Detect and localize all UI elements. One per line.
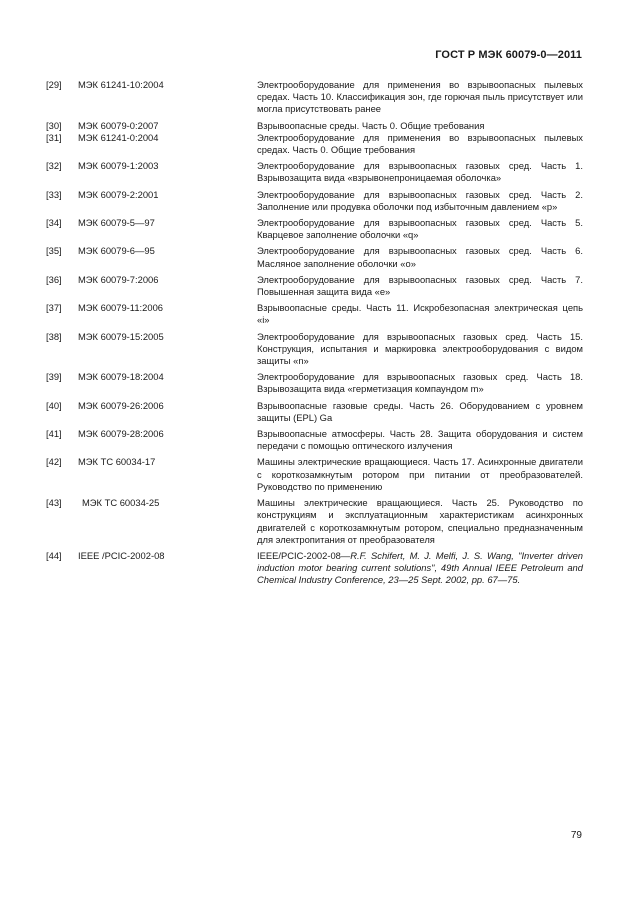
- reference-item: [46, 428, 586, 452]
- reference-title: Электрооборудование для применения во взрывоопасных пылевых средах. Часть 10. Классификация зон, где горючая пыль присутствует или могла присутствовать ранее: [257, 79, 583, 115]
- reference-title: Машины электрические вращающиеся. Часть 25. Руководство по конструкциям и эксплуатационным характеристикам асинхронных двигателей с короткозамкнутым ротором, специально предназначенным для электропитания от преобразователя: [257, 497, 583, 545]
- reference-title: Электрооборудование для взрывоопасных газовых сред. Часть 6. Масляное заполнение оболочки «о»: [257, 245, 583, 269]
- reference-title: Электрооборудование для взрывоопасных газовых сред. Часть 7. Повышенная защита вида «е»: [257, 273, 583, 298]
- standard-header: ГОСТ Р МЭК 60079-0—2011: [435, 49, 582, 61]
- reference-code: МЭК 60079-2:2001: [78, 188, 159, 200]
- reference-code: МЭК 60079-6—95: [78, 245, 155, 257]
- reference-item: [46, 274, 586, 298]
- reference-title: Электрооборудование для взрывоопасных газовых сред. Часть 18. Взрывозащита вида «герметизация компаундом m»: [257, 371, 583, 395]
- reference-number: [29]: [46, 79, 62, 90]
- bibliography-list: [46, 79, 586, 591]
- reference-title-italic: R.F. Schifert, M. J. Melfi, J. S. Wang, "Inverter driven induction motor bearing current solutions", 49th Annual IEEE Petroleum and Chemical Industry Conference, 23—25 Sept. 2002, pp. 67—75.: [257, 549, 583, 586]
- reference-code: МЭК 61241-0:2004: [78, 131, 159, 143]
- page-number: 79: [570, 830, 582, 841]
- reference-code: МЭК ТС 60034-25: [82, 497, 160, 509]
- reference-item: [46, 79, 586, 116]
- reference-number: [34]: [46, 217, 62, 229]
- reference-item: [46, 160, 586, 184]
- reference-code: МЭК ТС 60034-17: [78, 456, 156, 468]
- reference-number: [35]: [46, 245, 62, 257]
- reference-title: Машины электрические вращающиеся. Часть 17. Асинхронные двигатели с короткозамкнутым ротором при питании от преобразователей. Руководство по применению: [257, 456, 583, 492]
- reference-number: [44]: [46, 549, 62, 561]
- reference-item: [46, 189, 586, 213]
- reference-title: Взрывоопасные среды. Часть 0. Общие требования: [257, 119, 485, 131]
- reference-code: IEEE /PCIC-2002-08: [78, 549, 165, 561]
- reference-title: Взрывоопасные газовые среды. Часть 26. Оборудованием с уровнем защиты (EPL) Ga: [257, 399, 583, 423]
- reference-item: [46, 217, 586, 241]
- reference-item: [46, 302, 586, 326]
- reference-number: [39]: [46, 371, 62, 383]
- reference-code: МЭК 61241-10:2004: [78, 79, 164, 90]
- reference-code: МЭК 60079-28:2006: [78, 428, 164, 440]
- reference-item: [46, 132, 586, 156]
- reference-number: [31]: [46, 131, 62, 143]
- reference-code: МЭК 60079-7:2006: [78, 273, 159, 285]
- reference-item: [46, 371, 586, 395]
- reference-item: [46, 456, 586, 493]
- reference-number: [43]: [46, 497, 62, 509]
- reference-item: [46, 400, 586, 424]
- reference-title: Электрооборудование для взрывоопасных газовых сред. Часть 5. Кварцевое заполнение оболочки «q»: [257, 217, 583, 241]
- reference-title: Электрооборудование для взрывоопасных газовых сред. Часть 2. Заполнение или продувка оболочки под избыточным давлением «р»: [257, 188, 583, 212]
- reference-title: [257, 550, 583, 587]
- reference-item: [46, 550, 586, 587]
- reference-number: [30]: [46, 119, 62, 131]
- reference-number: [38]: [46, 330, 62, 342]
- reference-code: МЭК 60079-26:2006: [78, 399, 164, 411]
- reference-number: [36]: [46, 273, 62, 285]
- reference-code: МЭК 60079-0:2007: [78, 119, 159, 131]
- reference-number: [32]: [46, 160, 62, 172]
- reference-number: [42]: [46, 456, 62, 468]
- reference-item: [46, 245, 586, 269]
- reference-item: [46, 331, 586, 368]
- reference-number: [33]: [46, 188, 62, 200]
- reference-item: [46, 497, 586, 546]
- reference-code: МЭК 60079-15:2005: [78, 330, 164, 342]
- reference-item: [46, 120, 586, 132]
- reference-number: [37]: [46, 302, 62, 314]
- reference-title: Взрывоопасные среды. Часть 11. Искробезопасная электрическая цепь «i»: [257, 302, 583, 326]
- reference-number: [40]: [46, 399, 62, 411]
- reference-title: Взрывоопасные атмосферы. Часть 28. Защита оборудования и систем передачи с помощью оптического излучения: [257, 428, 583, 452]
- reference-code: МЭК 60079-5—97: [78, 217, 155, 229]
- reference-code: МЭК 60079-11:2006: [78, 302, 163, 314]
- reference-number: [41]: [46, 428, 62, 440]
- reference-title: Электрооборудование для применения во взрывоопасных пылевых средах. Часть 0. Общие требования: [257, 131, 583, 156]
- reference-code: МЭК 60079-18:2004: [78, 371, 164, 383]
- reference-code: МЭК 60079-1:2003: [78, 160, 159, 172]
- reference-title: Электрооборудование для взрывоопасных газовых сред. Часть 1. Взрывозащита вида «взрывонепроницаемая оболочка»: [257, 160, 583, 184]
- reference-title: Электрооборудование для взрывоопасных газовых сред. Часть 15. Конструкция, испытания и маркировка электрооборудования с видом защиты «n»: [257, 330, 583, 367]
- reference-title-prefix: IEEE/PCIC-2002-08—: [257, 549, 351, 561]
